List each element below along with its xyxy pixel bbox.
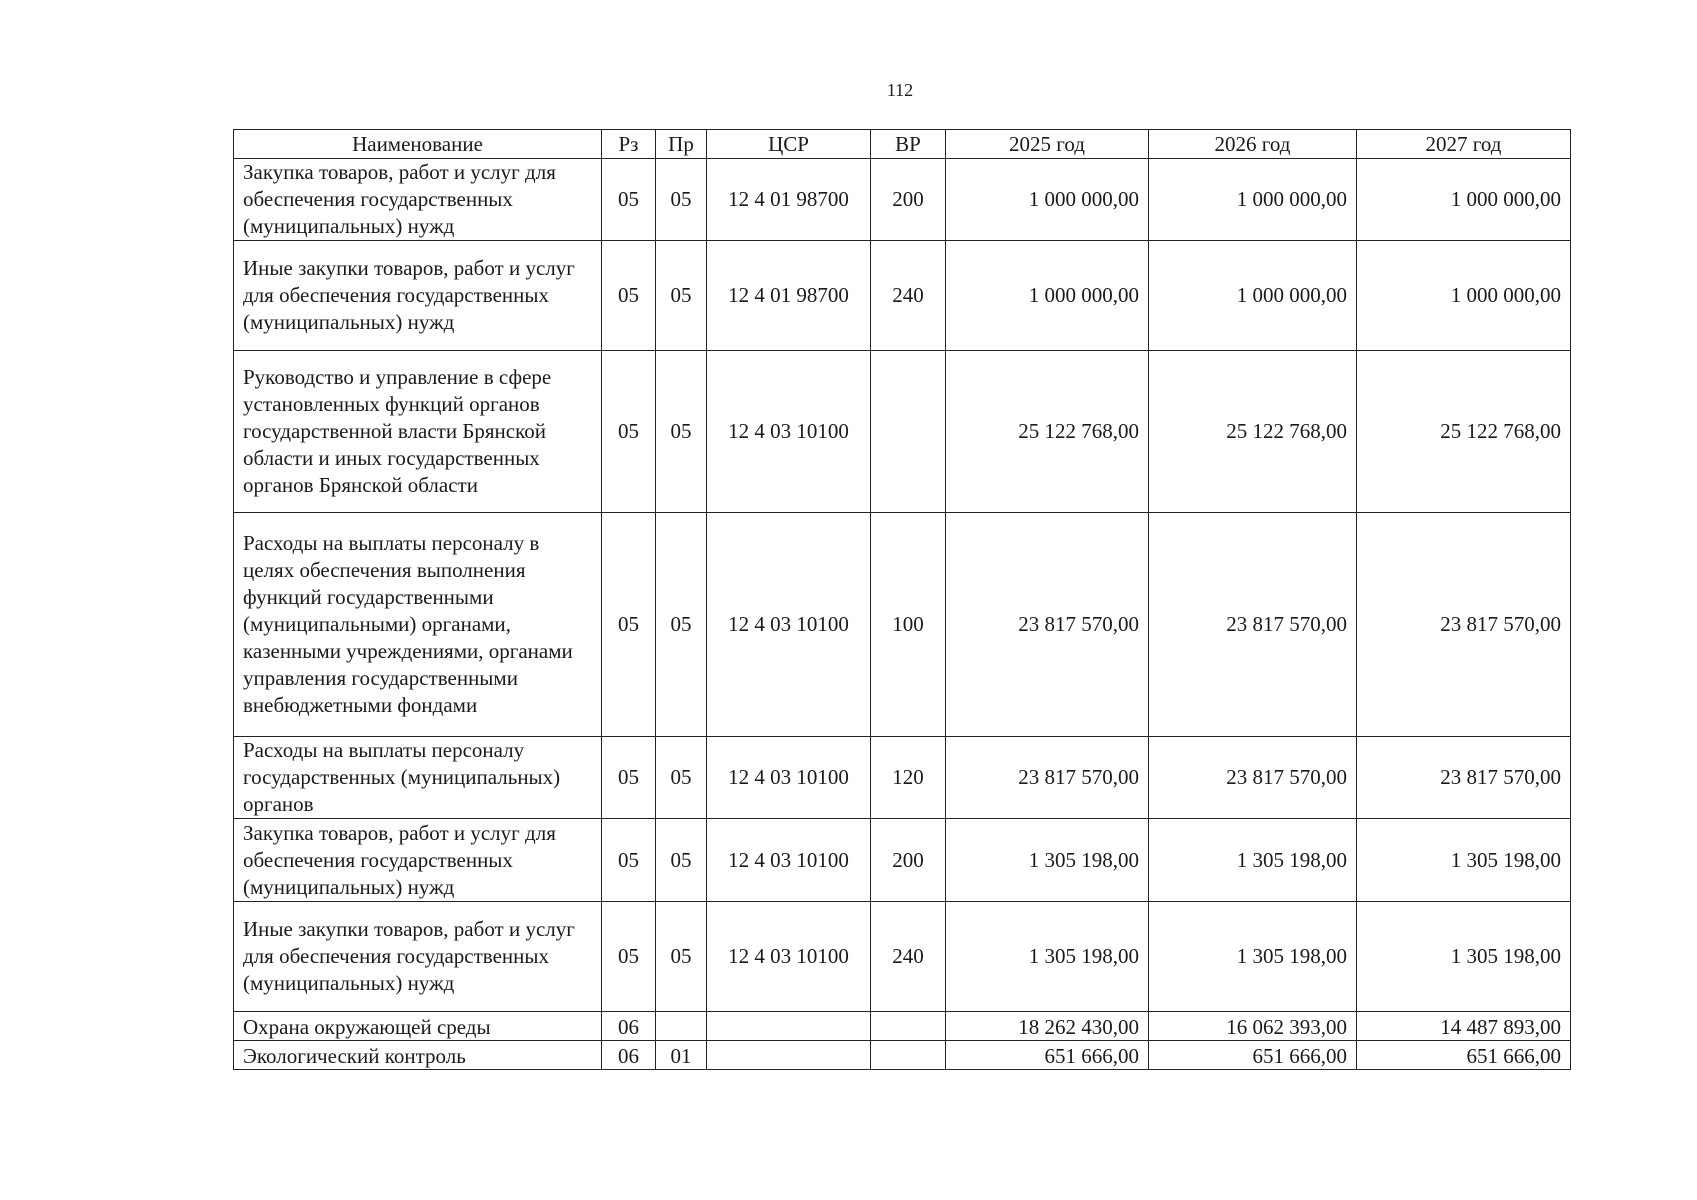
row-2026: 1 305 198,00 — [1149, 902, 1357, 1012]
row-2026: 23 817 570,00 — [1149, 513, 1357, 737]
row-vr: 200 — [871, 159, 946, 241]
row-2027: 25 122 768,00 — [1357, 351, 1571, 513]
col-header-name: Наименование — [234, 130, 602, 159]
table-row — [234, 1012, 1571, 1041]
row-pr: 05 — [656, 351, 707, 513]
row-pr: 05 — [656, 902, 707, 1012]
table-row — [234, 737, 1571, 819]
row-rz: 05 — [602, 241, 656, 351]
row-csr: 12 4 03 10100 — [707, 737, 871, 819]
row-2025: 1 000 000,00 — [946, 159, 1149, 241]
row-rz: 05 — [602, 513, 656, 737]
row-2026: 1 305 198,00 — [1149, 819, 1357, 902]
table-row — [234, 241, 1571, 351]
table-row — [234, 513, 1571, 737]
row-name: Охрана окружающей среды — [234, 1012, 602, 1041]
row-rz: 05 — [602, 902, 656, 1012]
row-rz: 05 — [602, 819, 656, 902]
row-2027: 1 000 000,00 — [1357, 159, 1571, 241]
table-row — [234, 159, 1571, 241]
row-2025: 23 817 570,00 — [946, 737, 1149, 819]
row-pr: 05 — [656, 513, 707, 737]
row-pr: 05 — [656, 737, 707, 819]
row-pr: 05 — [656, 819, 707, 902]
row-name: Закупка товаров, работ и услуг для обеспечения государственных (муниципальных) нужд — [234, 159, 602, 241]
row-rz: 05 — [602, 159, 656, 241]
row-rz: 06 — [602, 1012, 656, 1041]
row-name: Руководство и управление в сфере установленных функций органов государственной власти Брянской области и иных государственных органов Брянской области — [234, 351, 602, 513]
row-name: Иные закупки товаров, работ и услуг для обеспечения государственных (муниципальных) нужд — [234, 241, 602, 351]
row-2027: 23 817 570,00 — [1357, 513, 1571, 737]
row-2027: 23 817 570,00 — [1357, 737, 1571, 819]
row-vr: 240 — [871, 902, 946, 1012]
row-pr: 05 — [656, 241, 707, 351]
row-csr: 12 4 03 10100 — [707, 902, 871, 1012]
row-rz: 05 — [602, 737, 656, 819]
row-2027: 651 666,00 — [1357, 1041, 1571, 1070]
page-number: 112 — [886, 80, 914, 100]
row-pr: 05 — [656, 159, 707, 241]
row-csr: 12 4 03 10100 — [707, 513, 871, 737]
row-2026: 25 122 768,00 — [1149, 351, 1357, 513]
table-header-row — [234, 130, 1571, 159]
row-vr: 240 — [871, 241, 946, 351]
row-2025: 25 122 768,00 — [946, 351, 1149, 513]
row-vr: 200 — [871, 819, 946, 902]
table-row — [234, 1041, 1571, 1070]
row-2026: 651 666,00 — [1149, 1041, 1357, 1070]
row-2026: 1 000 000,00 — [1149, 241, 1357, 351]
row-2025: 1 305 198,00 — [946, 902, 1149, 1012]
col-header-rz: Рз — [602, 130, 656, 159]
row-2027: 1 305 198,00 — [1357, 902, 1571, 1012]
row-csr: 12 4 03 10100 — [707, 819, 871, 902]
row-name: Расходы на выплаты персоналу государственных (муниципальных) органов — [234, 737, 602, 819]
table-row — [234, 819, 1571, 902]
row-name: Закупка товаров, работ и услуг для обеспечения государственных (муниципальных) нужд — [234, 819, 602, 902]
row-2025: 18 262 430,00 — [946, 1012, 1149, 1041]
row-2027: 1 305 198,00 — [1357, 819, 1571, 902]
row-csr: 12 4 03 10100 — [707, 351, 871, 513]
row-name: Экологический контроль — [234, 1041, 602, 1070]
row-name: Расходы на выплаты персоналу в целях обеспечения выполнения функций государственными (муниципальными) органами, казенными учреждениями, органами управления государственными внебюджетными фондами — [234, 513, 602, 737]
row-2025: 23 817 570,00 — [946, 513, 1149, 737]
col-header-2026: 2026 год — [1149, 130, 1357, 159]
row-2026: 23 817 570,00 — [1149, 737, 1357, 819]
row-2026: 16 062 393,00 — [1149, 1012, 1357, 1041]
row-pr: 01 — [656, 1041, 707, 1070]
table-row — [234, 902, 1571, 1012]
row-2025: 1 305 198,00 — [946, 819, 1149, 902]
col-header-2027: 2027 год — [1357, 130, 1571, 159]
row-vr — [871, 1041, 946, 1070]
row-csr: 12 4 01 98700 — [707, 159, 871, 241]
row-2027: 14 487 893,00 — [1357, 1012, 1571, 1041]
row-rz: 05 — [602, 351, 656, 513]
table-row — [234, 351, 1571, 513]
budget-table — [233, 129, 1571, 1070]
row-2025: 1 000 000,00 — [946, 241, 1149, 351]
row-vr — [871, 1012, 946, 1041]
row-name: Иные закупки товаров, работ и услуг для обеспечения государственных (муниципальных) нужд — [234, 902, 602, 1012]
row-rz: 06 — [602, 1041, 656, 1070]
row-2027: 1 000 000,00 — [1357, 241, 1571, 351]
row-vr: 120 — [871, 737, 946, 819]
col-header-2025: 2025 год — [946, 130, 1149, 159]
col-header-vr: ВР — [871, 130, 946, 159]
row-2025: 651 666,00 — [946, 1041, 1149, 1070]
row-vr: 100 — [871, 513, 946, 737]
col-header-pr: Пр — [656, 130, 707, 159]
row-pr — [656, 1012, 707, 1041]
row-2026: 1 000 000,00 — [1149, 159, 1357, 241]
row-csr: 12 4 01 98700 — [707, 241, 871, 351]
row-csr — [707, 1012, 871, 1041]
row-csr — [707, 1041, 871, 1070]
row-vr — [871, 351, 946, 513]
col-header-csr: ЦСР — [707, 130, 871, 159]
